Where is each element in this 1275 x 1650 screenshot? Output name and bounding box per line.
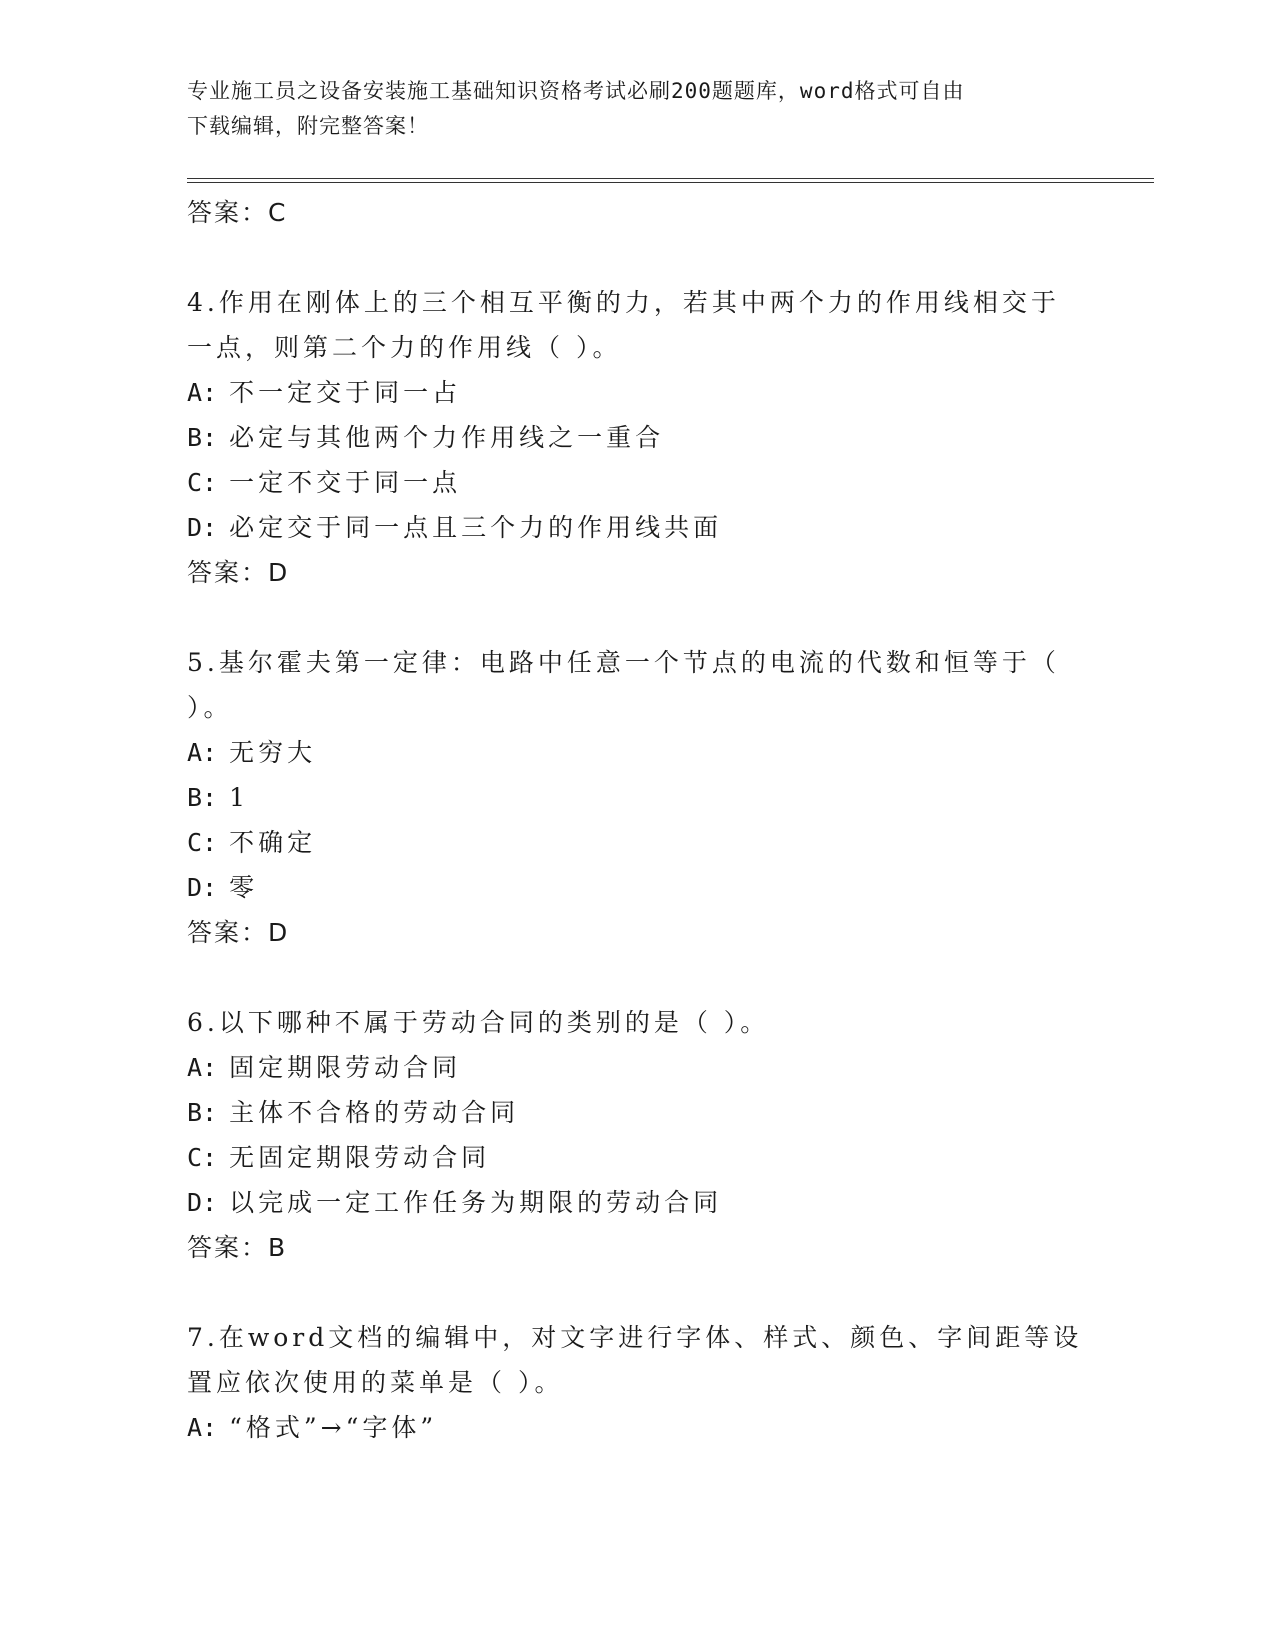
option-letter: C:: [187, 828, 218, 857]
question-stem: 5.基尔霍夫第一定律：电路中任意一个节点的电流的代数和恒等于（: [187, 648, 1060, 677]
option-text: 无穷大: [229, 738, 317, 767]
question-stem: ）。: [187, 693, 233, 722]
option-text: 零: [229, 873, 259, 902]
option-text: 不确定: [229, 828, 317, 857]
option-text: 无固定期限劳动合同: [229, 1143, 491, 1172]
question-stem: 4.作用在刚体上的三个相互平衡的力，若其中两个力的作用线相交于: [187, 288, 1060, 317]
option-c: [187, 460, 1087, 505]
question-stem: 一点，则第二个力的作用线（ ）。: [187, 333, 622, 362]
option-letter: A:: [187, 1053, 218, 1082]
option-text: 必定交于同一点且三个力的作用线共面: [229, 513, 723, 542]
option-a: [187, 730, 1087, 775]
question-6: [187, 1000, 1087, 1270]
option-letter: C:: [187, 468, 218, 497]
option-text: 必定与其他两个力作用线之一重合: [229, 423, 665, 452]
header-line-1: 专业施工员之设备安装施工基础知识资格考试必刷200题题库，word格式可自由: [187, 79, 965, 103]
option-d: [187, 865, 1087, 910]
question-7: [187, 1315, 1087, 1450]
option-b: [187, 415, 1087, 460]
question-stem: 置应依次使用的菜单是（ ）。: [187, 1368, 564, 1397]
option-text: 一定不交于同一点: [229, 468, 462, 497]
option-text: 以完成一定工作任务为期限的劳动合同: [229, 1188, 723, 1217]
option-d: [187, 1180, 1087, 1225]
question-stem: 7.在word文档的编辑中，对文字进行字体、样式、颜色、字间距等设: [187, 1323, 1083, 1352]
spacer: [187, 235, 1087, 280]
option-letter: B:: [187, 423, 218, 452]
option-letter: A:: [187, 738, 218, 767]
option-letter: D:: [187, 513, 218, 542]
option-a: [187, 1045, 1087, 1090]
spacer: [187, 955, 1087, 1000]
option-text: “格式”→“字体”: [229, 1413, 438, 1442]
option-letter: B:: [187, 1098, 218, 1127]
previous-answer: 答案：C: [187, 198, 288, 227]
option-c: [187, 1135, 1087, 1180]
option-b: [187, 1090, 1087, 1135]
answer-line: 答案：D: [187, 558, 290, 587]
option-letter: D:: [187, 1188, 218, 1217]
option-c: [187, 820, 1087, 865]
answer-line: 答案：B: [187, 1233, 288, 1262]
answer-line: 答案：D: [187, 918, 290, 947]
question-5: [187, 640, 1087, 955]
option-text: 主体不合格的劳动合同: [229, 1098, 520, 1127]
question-content: [187, 190, 1087, 1450]
spacer: [187, 1270, 1087, 1315]
document-header: [187, 74, 1067, 144]
option-d: [187, 505, 1087, 550]
question-4: [187, 280, 1087, 595]
option-letter: A:: [187, 1413, 218, 1442]
option-letter: A:: [187, 378, 218, 407]
option-letter: C:: [187, 1143, 218, 1172]
option-text: 1: [229, 783, 250, 812]
header-double-rule: [187, 178, 1154, 183]
option-text: 固定期限劳动合同: [229, 1053, 462, 1082]
option-letter: D:: [187, 873, 218, 902]
question-stem: 6.以下哪种不属于劳动合同的类别的是（ ）。: [187, 1008, 770, 1037]
spacer: [187, 595, 1087, 640]
option-a: [187, 370, 1087, 415]
option-a: [187, 1405, 1087, 1450]
option-b: [187, 775, 1087, 820]
option-letter: B:: [187, 783, 218, 812]
option-text: 不一定交于同一占: [229, 378, 462, 407]
header-line-2: 下载编辑，附完整答案！: [187, 114, 429, 138]
